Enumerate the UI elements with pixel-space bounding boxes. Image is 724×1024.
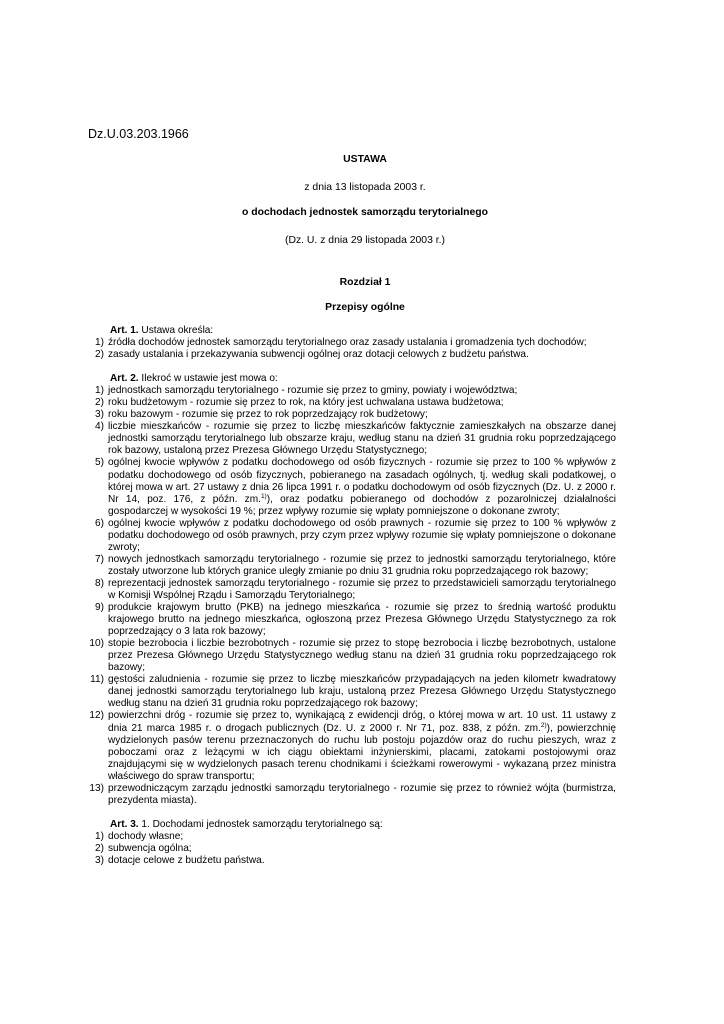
item-number: 5) (95, 457, 104, 469)
chapter-number: Rozdział 1 (339, 277, 391, 288)
item-number: 9) (95, 602, 104, 614)
item-text: gęstości zaludnienia - rozumie się przez to liczbę mieszkańców przypadających na jeden kilometr kwadratowy danej jednostki samorządu terytorialnego lub kraju, ustaloną przez Prezesa Głównego Urzędu Statystycznego według stanu na dzień 31 grudnia roku poprzedzającego rok bazowy; (108, 674, 616, 710)
journal-reference: Dz.U.03.203.1966 (88, 127, 189, 141)
list-item (84, 337, 616, 349)
item-number: 13) (89, 782, 104, 794)
item-text: jednostkach samorządu terytorialnego - rozumie się przez to gminy, powiaty i województwa; (108, 385, 518, 397)
article-label: Art. 1. (110, 325, 139, 336)
item-text: reprezentacji jednostek samorządu terytorialnego - rozumie się przez to przedstawicieli samorządu terytorialnego w Komisji Wspólnej Rządu i Samorządu Terytorialnego; (108, 577, 616, 601)
list-item (84, 843, 616, 855)
item-text: nowych jednostkach samorządu terytorialnego - rozumie się przez to jednostki samorządu terytorialnego, które zostały utworzone lub których granice uległy zmianie po dniu 31 grudnia roku poprzedzającego rok bazowy; (108, 553, 616, 577)
list-item (84, 783, 616, 807)
article-3-list (84, 831, 616, 867)
list-item (84, 409, 616, 421)
list-item (84, 831, 616, 843)
act-type: USTAWA (343, 154, 387, 165)
item-number: 1) (95, 385, 104, 397)
item-text (108, 457, 616, 517)
item-text: zasady ustalania i przekazywania subwencji ogólnej oraz dotacji celowych z budżetu państwa. (108, 349, 529, 361)
item-number: 2) (95, 397, 104, 409)
item-number: 7) (95, 553, 104, 565)
list-item (84, 638, 616, 674)
list-item (84, 602, 616, 638)
act-date: z dnia 13 listopada 2003 r. (304, 182, 426, 193)
item-text: roku bazowym - rozumie się przez to rok poprzedzający rok budżetowy; (108, 409, 428, 421)
item-text: przewodniczącym zarządu jednostki samorządu terytorialnego - rozumie się przez to również wójta (burmistrza, prezydenta miasta). (108, 782, 616, 806)
footnote-ref[interactable]: 1) (260, 492, 267, 500)
act-title: o dochodach jednostek samorządu terytorialnego (242, 207, 488, 218)
item-number: 1) (95, 337, 104, 349)
item-text: ogólnej kwocie wpływów z podatku dochodowego od osób prawnych - rozumie się przez to 100 % wpływów z podatku dochodowego od osób prawnych, przy czym przez wpływy rozumie się wpłaty pomniejszone o dokonane zwroty; (108, 517, 616, 553)
chapter-title: Przepisy ogólne (325, 302, 405, 313)
list-item (84, 385, 616, 397)
item-text: subwencja ogólna; (108, 842, 192, 854)
item-text: produkcie krajowym brutto (PKB) na jednego mieszkańca - rozumie się przez to średnią wartość produktu krajowego brutto na jednego mieszkańca, ogłoszoną przez Prezesa Głównego Urzędu Statystycznego za rok poprzedzający o 3 lata rok bazowy; (108, 602, 616, 638)
list-item (84, 855, 616, 867)
item-text: źródła dochodów jednostek samorządu terytorialnego oraz zasady ustalania i gromadzenia tych dochodów; (108, 337, 587, 349)
item-number: 3) (95, 409, 104, 421)
item-text-part: ), powierzchnię wydzielonych pasów terenu przeznaczonych do ruchu lub postoju pojazdów oraz do ruchu pieszych, wraz z poboczami oraz z leżącymi w ich ciągu obiektami inżynierskimi, placami, zatokami postojowymi oraz znajdującymi się w wydzielonych pasach terenu chodnikami i ścieżkami rowerowymi - wykazaną przez ministra właściwego do spraw transportu; (108, 722, 616, 782)
list-item (84, 578, 616, 602)
article-2-list (84, 385, 616, 807)
item-text-part: ), oraz podatku pobieranego od dochodów z pozarolniczej działalności gospodarczej w wysokości 19 %; przez wpływy rozumie się wpłaty pomniejszone o dokonane zwroty; (108, 493, 616, 517)
list-item (84, 518, 616, 554)
item-number: 1) (95, 830, 104, 842)
item-number: 8) (95, 577, 104, 589)
item-text: roku budżetowym - rozumie się przez to rok, na który jest uchwalana ustawa budżetowa; (108, 397, 504, 409)
item-text: liczbie mieszkańców - rozumie się przez to liczbę mieszkańców faktycznie zamieszkałych na obszarze danej jednostki samorządu terytorialnego lub obszarze kraju, według stanu na dzień 31 grudnia roku poprzedzającego rok bazowy, ustaloną przez Prezesa Głównego Urzędu Statystycznego; (108, 421, 616, 457)
article-1-heading (84, 325, 616, 337)
list-item (84, 349, 616, 361)
item-number: 12) (89, 710, 104, 722)
article-2-heading (84, 373, 616, 385)
article-intro: Ilekroć w ustawie jest mowa o: (141, 373, 278, 385)
item-number: 6) (95, 517, 104, 529)
article-intro: 1. Dochodami jednostek samorządu terytorialnego są: (141, 818, 383, 830)
item-text-part: powierzchni dróg - rozumie się przez to, wynikającą z ewidencji dróg, o której mowa w art. 10 ust. 11 ustawy z dnia 21 marca 1985 r. o drogach publicznych (Dz. U. z 2000 r. Nr 71, poz. 838, z późn. zm. (108, 710, 616, 734)
list-item (84, 554, 616, 578)
article-1-list (84, 337, 616, 361)
footnote-ref[interactable]: 2) (540, 721, 547, 729)
list-item (84, 421, 616, 457)
article-label: Art. 2. (110, 373, 139, 385)
item-text: dochody własne; (108, 830, 184, 842)
list-item (84, 397, 616, 409)
article-intro: Ustawa określa: (141, 325, 214, 336)
item-text (108, 710, 616, 782)
item-text-part: ogólnej kwocie wpływów z podatku dochodowego od osób fizycznych - rozumie się przez to 100 % wpływów z podatku dochodowego od osób fizycznych, pobieranego na zasadach ogólnych, tj. według skali podatkowej, o której mowa w art. 27 ustawy z dnia 26 lipca 1991 r. o podatku dochodowym od osób fizycznych (Dz. U. z 2000 r. Nr 14, poz. 176, z późn. zm. (108, 457, 616, 505)
article-3-heading (84, 819, 616, 831)
list-item (84, 457, 616, 517)
item-number: 3) (95, 854, 104, 866)
item-number: 10) (89, 638, 104, 650)
item-number: 11) (90, 674, 104, 686)
article-label: Art. 3. (110, 818, 139, 830)
item-number: 2) (95, 842, 104, 854)
item-text: stopie bezrobocia i liczbie bezrobotnych - rozumie się przez to stopę bezrobocia i liczbę bezrobotnych, ustalone przez Prezesa Głównego Urzędu Statystycznego według stanu na dzień 31 grudnia roku poprzedzającego rok bazowy; (108, 638, 616, 674)
item-number: 4) (95, 421, 104, 433)
list-item (84, 674, 616, 710)
item-number: 2) (95, 349, 104, 361)
item-text: dotacje celowe z budżetu państwa. (108, 854, 265, 866)
list-item (84, 710, 616, 782)
publication-note: (Dz. U. z dnia 29 listopada 2003 r.) (285, 235, 445, 246)
document-body (84, 325, 616, 867)
